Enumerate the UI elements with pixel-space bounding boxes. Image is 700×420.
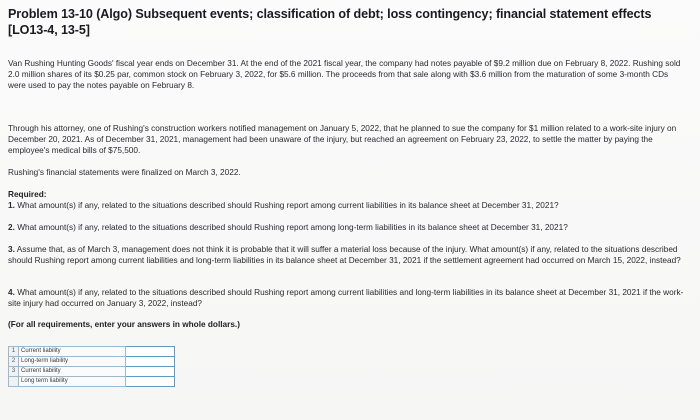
- answer-input-longterm-3[interactable]: [126, 377, 175, 387]
- table-row: [9, 377, 175, 387]
- row-index: [9, 377, 19, 387]
- row-label: Long-term liability: [19, 357, 126, 367]
- requirement-number: 1.: [8, 201, 15, 210]
- requirement-text: What amount(s) if any, related to the situations described should Rushing report among current liabilities and long-term liabilities in its balance sheet at December 31, 2021 if the work-site injury had occurred on January 3, 2022, instead?: [8, 288, 684, 308]
- row-index: 1: [9, 347, 19, 357]
- requirement-number: 4.: [8, 288, 15, 297]
- instructions-note: (For all requirements, enter your answers in whole dollars.): [8, 320, 240, 329]
- requirement-number: 3.: [8, 245, 15, 254]
- requirement-3: [8, 245, 688, 267]
- row-label: Current liability: [19, 347, 126, 357]
- row-label: Long term liability: [19, 377, 126, 387]
- answer-input-longterm-2[interactable]: [126, 357, 175, 367]
- scenario-paragraph-lawsuit: Through his attorney, one of Rushing's construction workers notified management on January 5, 2022, that he planned to sue the company for $1 million related to a work-site injury on December 20, 2021. As of December 31, 2021, management had been unaware of the injury, but reached an agreement on February 23, 2022, to settle the matter by paying the employee's medical bills of $75,500.: [8, 124, 677, 155]
- requirement-2: [8, 223, 688, 234]
- answer-input-current-3[interactable]: [126, 367, 175, 377]
- problem-title: Problem 13-10 (Algo) Subsequent events; classification of debt; loss contingency; financial statement effects [LO13-4, 13-5]: [8, 7, 652, 37]
- requirement-text: What amount(s) if any, related to the situations described should Rushing report among long-term liabilities in its balance sheet at December 31, 2021?: [17, 223, 568, 232]
- requirement-4: [8, 288, 688, 310]
- row-index: 2: [9, 357, 19, 367]
- scenario-paragraph-notes: Van Rushing Hunting Goods' fiscal year ends on December 31. At the end of the 2021 fiscal year, the company had notes payable of $9.2 million due on February 8, 2022. Rushing sold 2.0 million shares of its $0.25 par, common stock on February 3, 2022, for $5.6 million. The proceeds from that sale along with $3.6 million from the maturation of some 3-month CDs were used to pay the notes payable on February 8.: [8, 59, 681, 90]
- required-heading: Required:: [8, 190, 47, 199]
- table-row: [9, 347, 175, 357]
- requirement-text: What amount(s) if any, related to the situations described should Rushing report among current liabilities in its balance sheet at December 31, 2021?: [17, 201, 559, 210]
- table-row: [9, 357, 175, 367]
- row-label: Current liability: [19, 367, 126, 377]
- answer-input-current-1[interactable]: [126, 347, 175, 357]
- requirement-text: Assume that, as of March 3, management does not think it is probable that it will suffer a material loss because of the injury. What amount(s) if any, related to the situations described should Rushing report among current liabilities and long-term liabilities in its balance sheet at December 31, 2021 if the settlement agreement had occurred on March 15, 2022, instead?: [8, 245, 681, 265]
- requirement-1: [8, 201, 688, 212]
- answer-table: [8, 346, 175, 387]
- requirement-number: 2.: [8, 223, 15, 232]
- row-index: 3: [9, 367, 19, 377]
- scenario-paragraph-finalized: Rushing's financial statements were finalized on March 3, 2022.: [8, 168, 241, 177]
- table-row: [9, 367, 175, 377]
